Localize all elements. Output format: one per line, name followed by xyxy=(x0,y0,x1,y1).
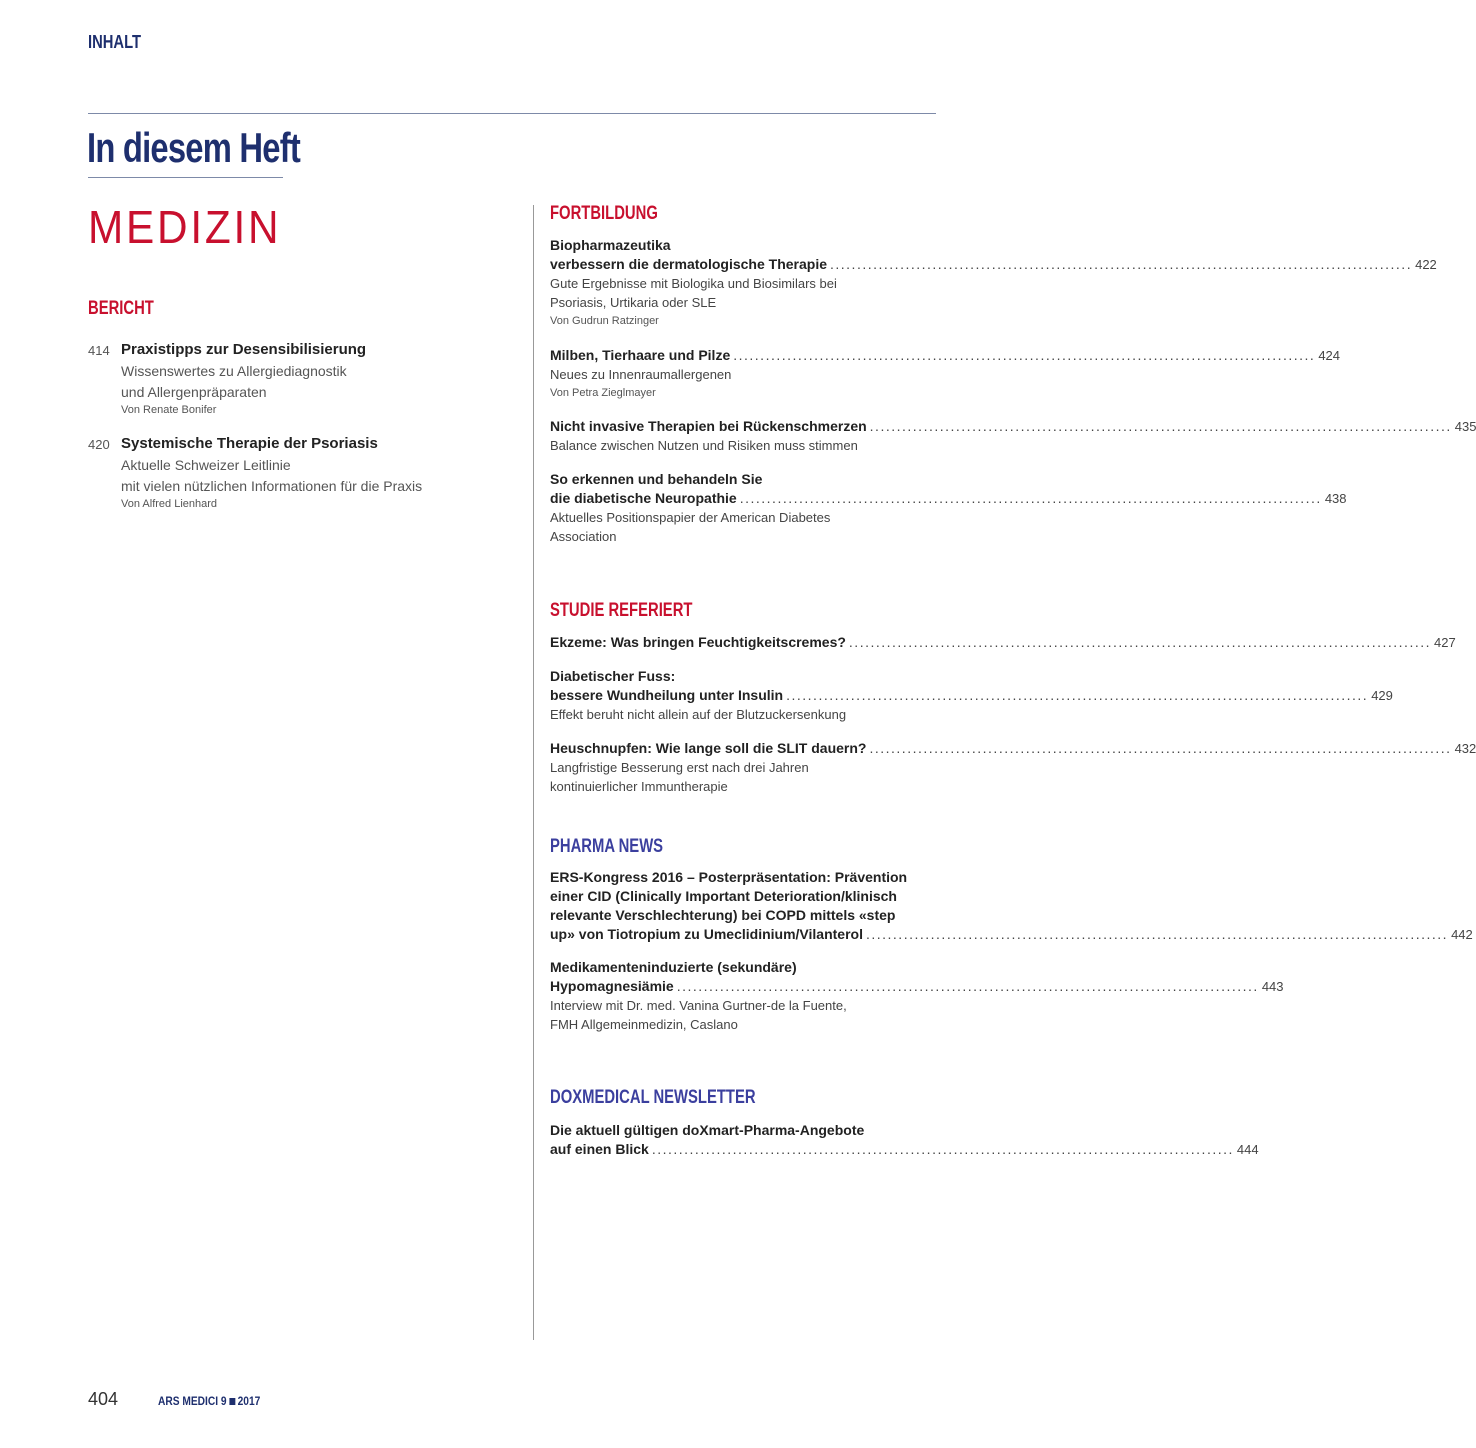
section-heading-doxmedical-newsletter: DOXMEDICAL NEWSLETTER xyxy=(550,1087,756,1108)
entry-subtitle: Psoriasis, Urtikaria oder SLE xyxy=(550,295,717,310)
entry-title: Hypomagnesiämie xyxy=(550,978,674,994)
page-number: 429 xyxy=(1371,688,1393,703)
entry-subtitle: mit vielen nützlichen Informationen für die Praxis xyxy=(121,478,423,494)
entry-title-leader xyxy=(550,925,1473,944)
entry-author: Von Gudrun Ratzinger xyxy=(550,315,659,327)
toc-entry[interactable] xyxy=(550,470,1347,546)
toc-entry[interactable] xyxy=(550,1121,1259,1159)
entry-title-leader xyxy=(550,255,1437,274)
toc-entry[interactable] xyxy=(550,667,1393,724)
page-number: 438 xyxy=(1324,491,1347,506)
toc-entry[interactable] xyxy=(550,417,1476,455)
entry-subtitle: und Allergenpräparaten xyxy=(121,384,267,400)
entry-title: up» von Tiotropium zu Umeclidinium/Vilanterol xyxy=(550,926,863,942)
entry-title-leader xyxy=(550,633,1456,652)
entry-subtitle: Gute Ergebnisse mit Biologika und Biosimilars bei xyxy=(550,276,837,291)
entry-title: Ekzeme: Was bringen Feuchtigkeitscremes? xyxy=(550,634,846,650)
title-rule xyxy=(88,177,283,178)
section-heading-fortbildung: FORTBILDUNG xyxy=(550,203,658,224)
entry-title: verbessern die dermatologische Therapie xyxy=(550,256,827,272)
entry-subtitle: Aktuelles Positionspapier der American Diabetes xyxy=(550,510,831,525)
page-title: In diesem Heft xyxy=(87,124,301,171)
entry-title: einer CID (Clinically Important Deterioration/klinisch xyxy=(550,888,897,904)
rubric-heading: MEDIZIN xyxy=(88,201,282,253)
entry-title-leader xyxy=(550,977,1284,996)
entry-title-leader xyxy=(550,1140,1259,1159)
entry-title: Nicht invasive Therapien bei Rückenschmerzen xyxy=(550,418,867,434)
dot-leader: ............................................................................................................ xyxy=(733,347,1316,363)
entry-title: Systemische Therapie der Psoriasis xyxy=(121,435,378,452)
page-number: 443 xyxy=(1261,979,1284,994)
entry-author: Von Renate Bonifer xyxy=(121,404,217,416)
entry-title: Praxistipps zur Desensibilisierung xyxy=(121,341,367,358)
top-rule xyxy=(88,113,936,114)
entry-subtitle: Balance zwischen Nutzen und Risiken muss stimmen xyxy=(550,438,858,453)
entry-author: Von Petra Zieglmayer xyxy=(550,387,656,399)
page-number: 422 xyxy=(1415,257,1437,272)
section-heading-studie-referiert: STUDIE REFERIERT xyxy=(550,600,693,621)
footer-publication xyxy=(158,1394,260,1408)
entry-subtitle: Wissenswertes zu Allergiediagnostik xyxy=(121,363,347,379)
section-heading-bericht: BERICHT xyxy=(88,298,154,319)
toc-entry[interactable] xyxy=(550,958,1284,1034)
dot-leader: ............................................................................................................ xyxy=(848,634,1432,650)
entry-subtitle: Neues zu Innenraumallergenen xyxy=(550,367,732,382)
entry-subtitle: kontinuierlicher Immuntherapie xyxy=(550,779,728,794)
entry-title-leader xyxy=(550,346,1341,365)
dot-leader: ............................................................................................................ xyxy=(865,926,1449,942)
entry-title: ERS-Kongress 2016 – Posterpräsentation: Prävention xyxy=(550,869,908,885)
toc-entry[interactable] xyxy=(550,346,1341,403)
publication-year: 2017 xyxy=(237,1394,261,1408)
dot-leader: ............................................................................................................ xyxy=(830,256,1413,272)
entry-subtitle: FMH Allgemeinmedizin, Caslano xyxy=(550,1017,738,1032)
page-number: 432 xyxy=(1454,741,1476,756)
section-tag: INHALT xyxy=(88,32,142,52)
toc-entry[interactable] xyxy=(550,236,1437,331)
toc-entry[interactable] xyxy=(88,435,468,515)
square-bullet-icon xyxy=(229,1398,235,1405)
dot-leader: ............................................................................................................ xyxy=(676,978,1259,994)
dot-leader: ............................................................................................................ xyxy=(651,1141,1234,1157)
entry-subtitle: Interview mit Dr. med. Vanina Gurtner-de la Fuente, xyxy=(550,998,847,1013)
entry-title: bessere Wundheilung unter Insulin xyxy=(550,687,784,703)
entry-title: Die aktuell gültigen doXmart-Pharma-Angebote xyxy=(550,1122,865,1138)
section-heading-pharma-news: PHARMA NEWS xyxy=(550,836,664,857)
entry-title: die diabetische Neuropathie xyxy=(550,490,737,506)
page-number: 414 xyxy=(88,343,110,358)
toc-entry[interactable] xyxy=(550,739,1476,796)
toc-entry[interactable] xyxy=(550,868,1473,944)
entry-subtitle: Langfristige Besserung erst nach drei Jahren xyxy=(550,760,809,775)
entry-author: Von Alfred Lienhard xyxy=(121,498,218,510)
entry-title: Heuschnupfen: Wie lange soll die SLIT dauern? xyxy=(550,740,867,756)
page-number: 442 xyxy=(1451,927,1473,942)
dot-leader: ............................................................................................................ xyxy=(869,740,1452,756)
page-number: 427 xyxy=(1434,635,1456,650)
footer-page-number: 404 xyxy=(88,1389,119,1409)
entry-title: Diabetischer Fuss: xyxy=(550,668,676,684)
entry-subtitle: Aktuelle Schweizer Leitlinie xyxy=(121,457,291,473)
dot-leader: ............................................................................................................ xyxy=(739,490,1322,506)
entry-title: Biopharmazeutika xyxy=(550,237,671,253)
entry-title-leader xyxy=(550,686,1393,705)
entry-title: relevante Verschlechterung) bei COPD mittels «step xyxy=(550,907,896,923)
entry-subtitle: Effekt beruht nicht allein auf der Blutzuckersenkung xyxy=(550,707,847,722)
entry-title-leader xyxy=(550,739,1476,758)
entry-title: auf einen Blick xyxy=(550,1141,649,1157)
dot-leader: ............................................................................................................ xyxy=(869,418,1452,434)
entry-title: Medikamenteninduzierte (sekundäre) xyxy=(550,959,797,975)
toc-entry[interactable] xyxy=(550,633,1456,652)
entry-subtitle: Association xyxy=(550,529,617,544)
entry-title: Milben, Tierhaare und Pilze xyxy=(550,347,731,363)
page-number: 420 xyxy=(88,437,110,452)
entry-title-leader xyxy=(550,417,1476,436)
entry-title-leader xyxy=(550,489,1347,508)
dot-leader: ............................................................................................................ xyxy=(786,687,1369,703)
page-number: 435 xyxy=(1454,419,1476,434)
toc-entry[interactable] xyxy=(88,341,468,421)
publication-name: ARS MEDICI 9 xyxy=(158,1394,227,1408)
page-number: 444 xyxy=(1236,1142,1259,1157)
page-number: 424 xyxy=(1318,348,1341,363)
entry-title: So erkennen und behandeln Sie xyxy=(550,471,763,487)
column-divider xyxy=(533,205,534,1340)
